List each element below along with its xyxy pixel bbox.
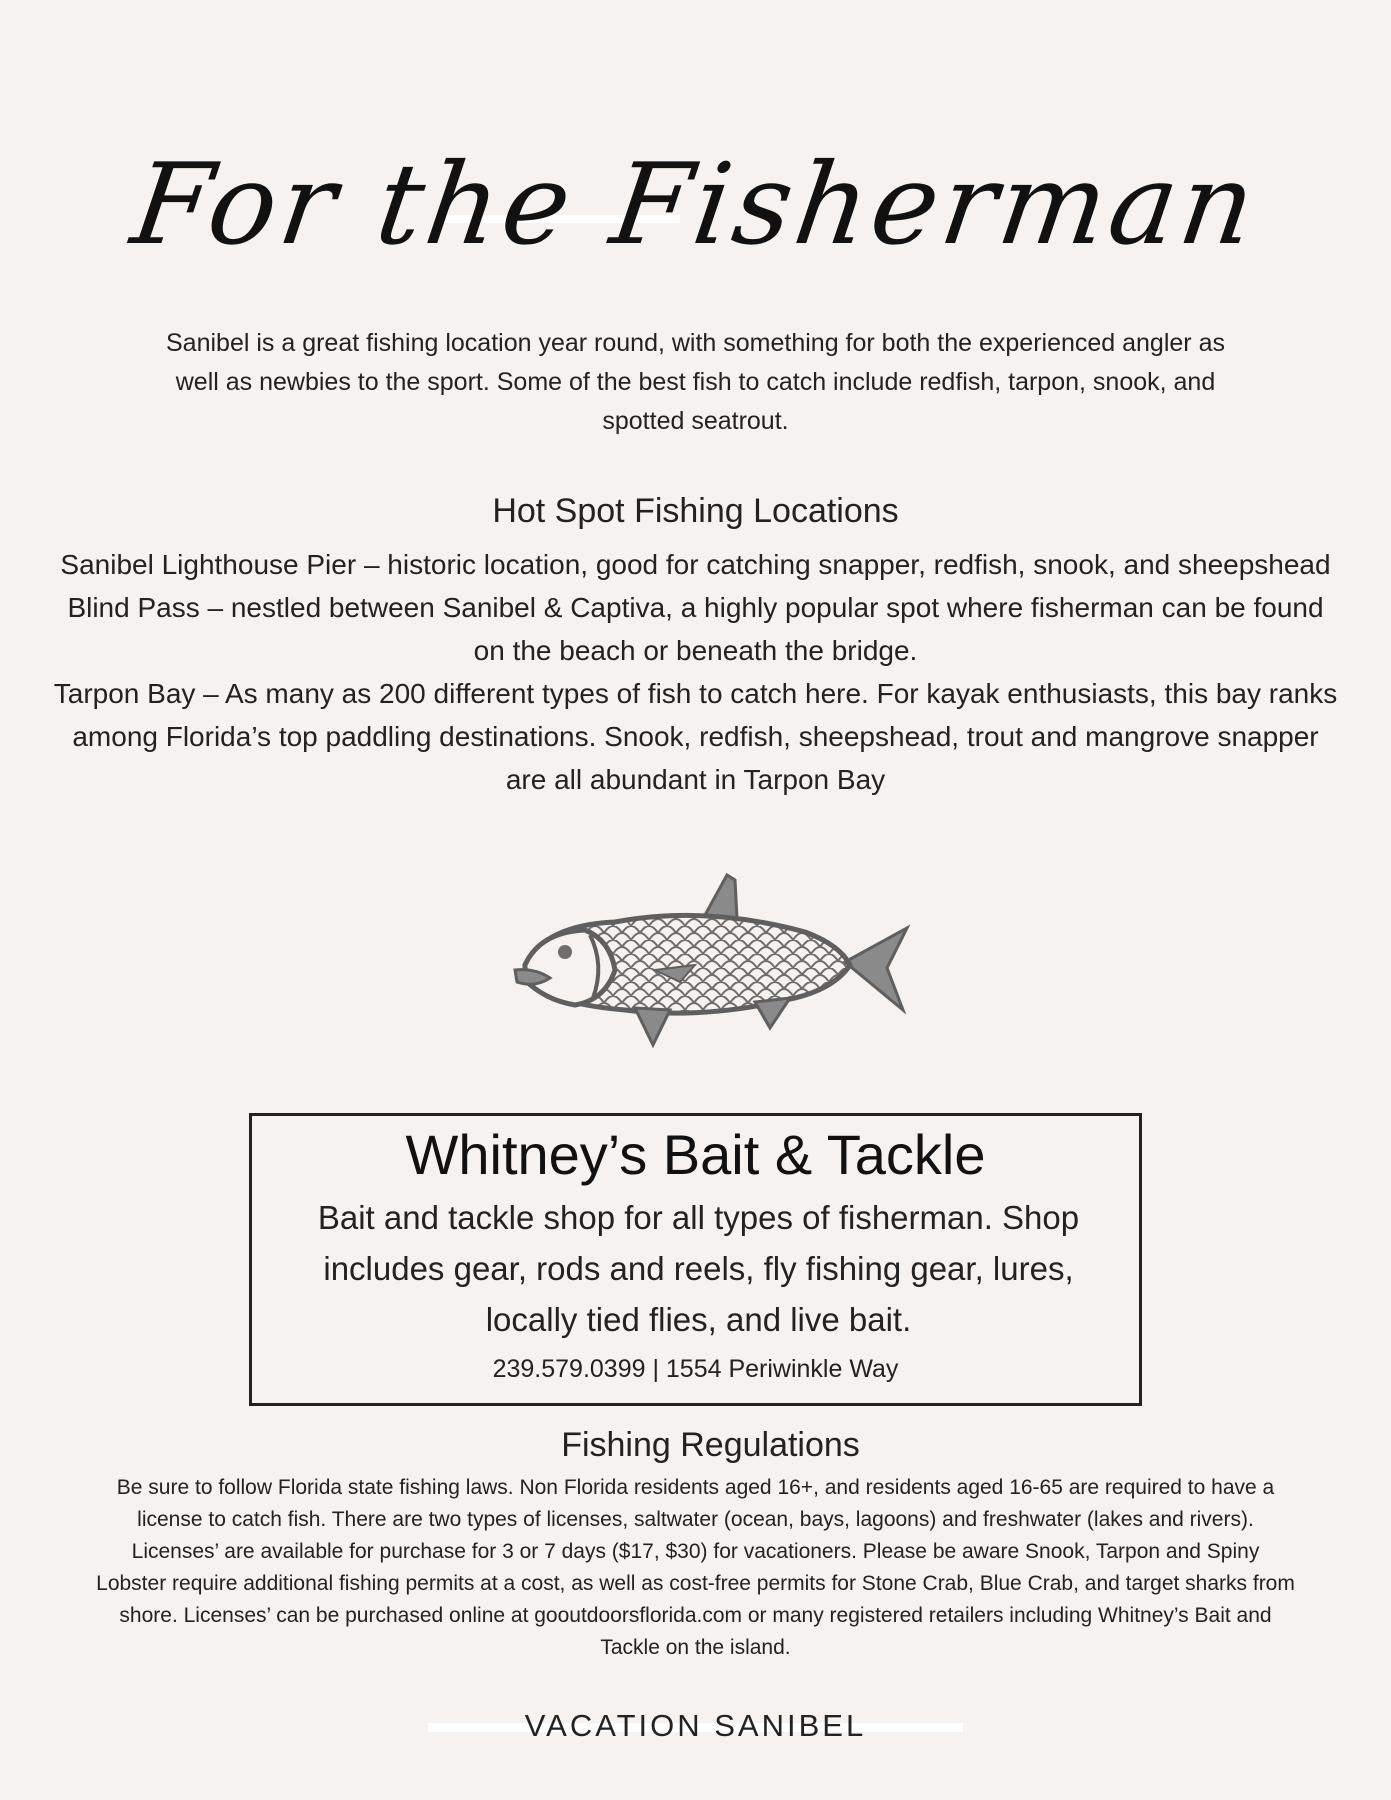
shop-box — [249, 1113, 1142, 1406]
hot-spots-heading: Hot Spot Fishing Locations — [492, 492, 899, 530]
hot-spot-item: Sanibel Lighthouse Pier – historic location, good for catching snapper, redfish, snook, and sheepshead — [60, 549, 1331, 580]
regulations-text: Be sure to follow Florida state fishing laws. Non Florida residents aged 16+, and residents aged 16-65 are required to have a license to catch fish. There are two types of licenses, saltwater (ocean, bays, lagoons) and freshwater (lakes and rivers). Licenses’ are available for purchase for 3 or 7 days ($17, $30) for vacationers. Please be aware Snook, Tarpon and Spiny Lobster require additional fishing permits at a cost, as well as cost-free permits for Stone Crab, Blue Crab, and target sharks from shore. Licenses’ can be purchased online at gooutdoorsflorida.com or many registered retailers including Whitney’s Bait and Tackle on the island. — [96, 1476, 1295, 1659]
shop-contact: 239.579.0399 | 1554 Periwinkle Way — [492, 1355, 899, 1383]
hot-spots-list — [50, 543, 1341, 801]
shop-description: Bait and tackle shop for all types of fisherman. Shop includes gear, rods and reels, fly fishing gear, lures, locally tied flies, and live bait. — [317, 1199, 1080, 1338]
shop-name: Whitney’s Bait & Tackle — [405, 1123, 986, 1186]
hot-spot-item: Tarpon Bay – As many as 200 different types of fish to catch here. For kayak enthusiasts, this bay ranks among Florida’s top paddling destinations. Snook, redfish, sheepshead, trout and mangrove snapper are all abundant in Tarpon Bay — [53, 678, 1338, 795]
page-title: For the Fisherman — [124, 140, 1267, 270]
regulations-heading: Fishing Regulations — [561, 1426, 860, 1464]
title-block — [0, 120, 1391, 290]
tarpon-fish-icon — [505, 870, 915, 1050]
footer-brand: VACATION SANIBEL — [524, 1708, 867, 1743]
intro-paragraph: Sanibel is a great fishing location year round, with something for both the experienced angler as well as newbies to the sport. Some of the best fish to catch include redfish, tarpon, snook, and spotted seatrout. — [166, 329, 1225, 435]
hot-spot-item: Blind Pass – nestled between Sanibel & Captiva, a highly popular spot where fisherman can be found on the beach or beneath the bridge. — [67, 592, 1324, 666]
